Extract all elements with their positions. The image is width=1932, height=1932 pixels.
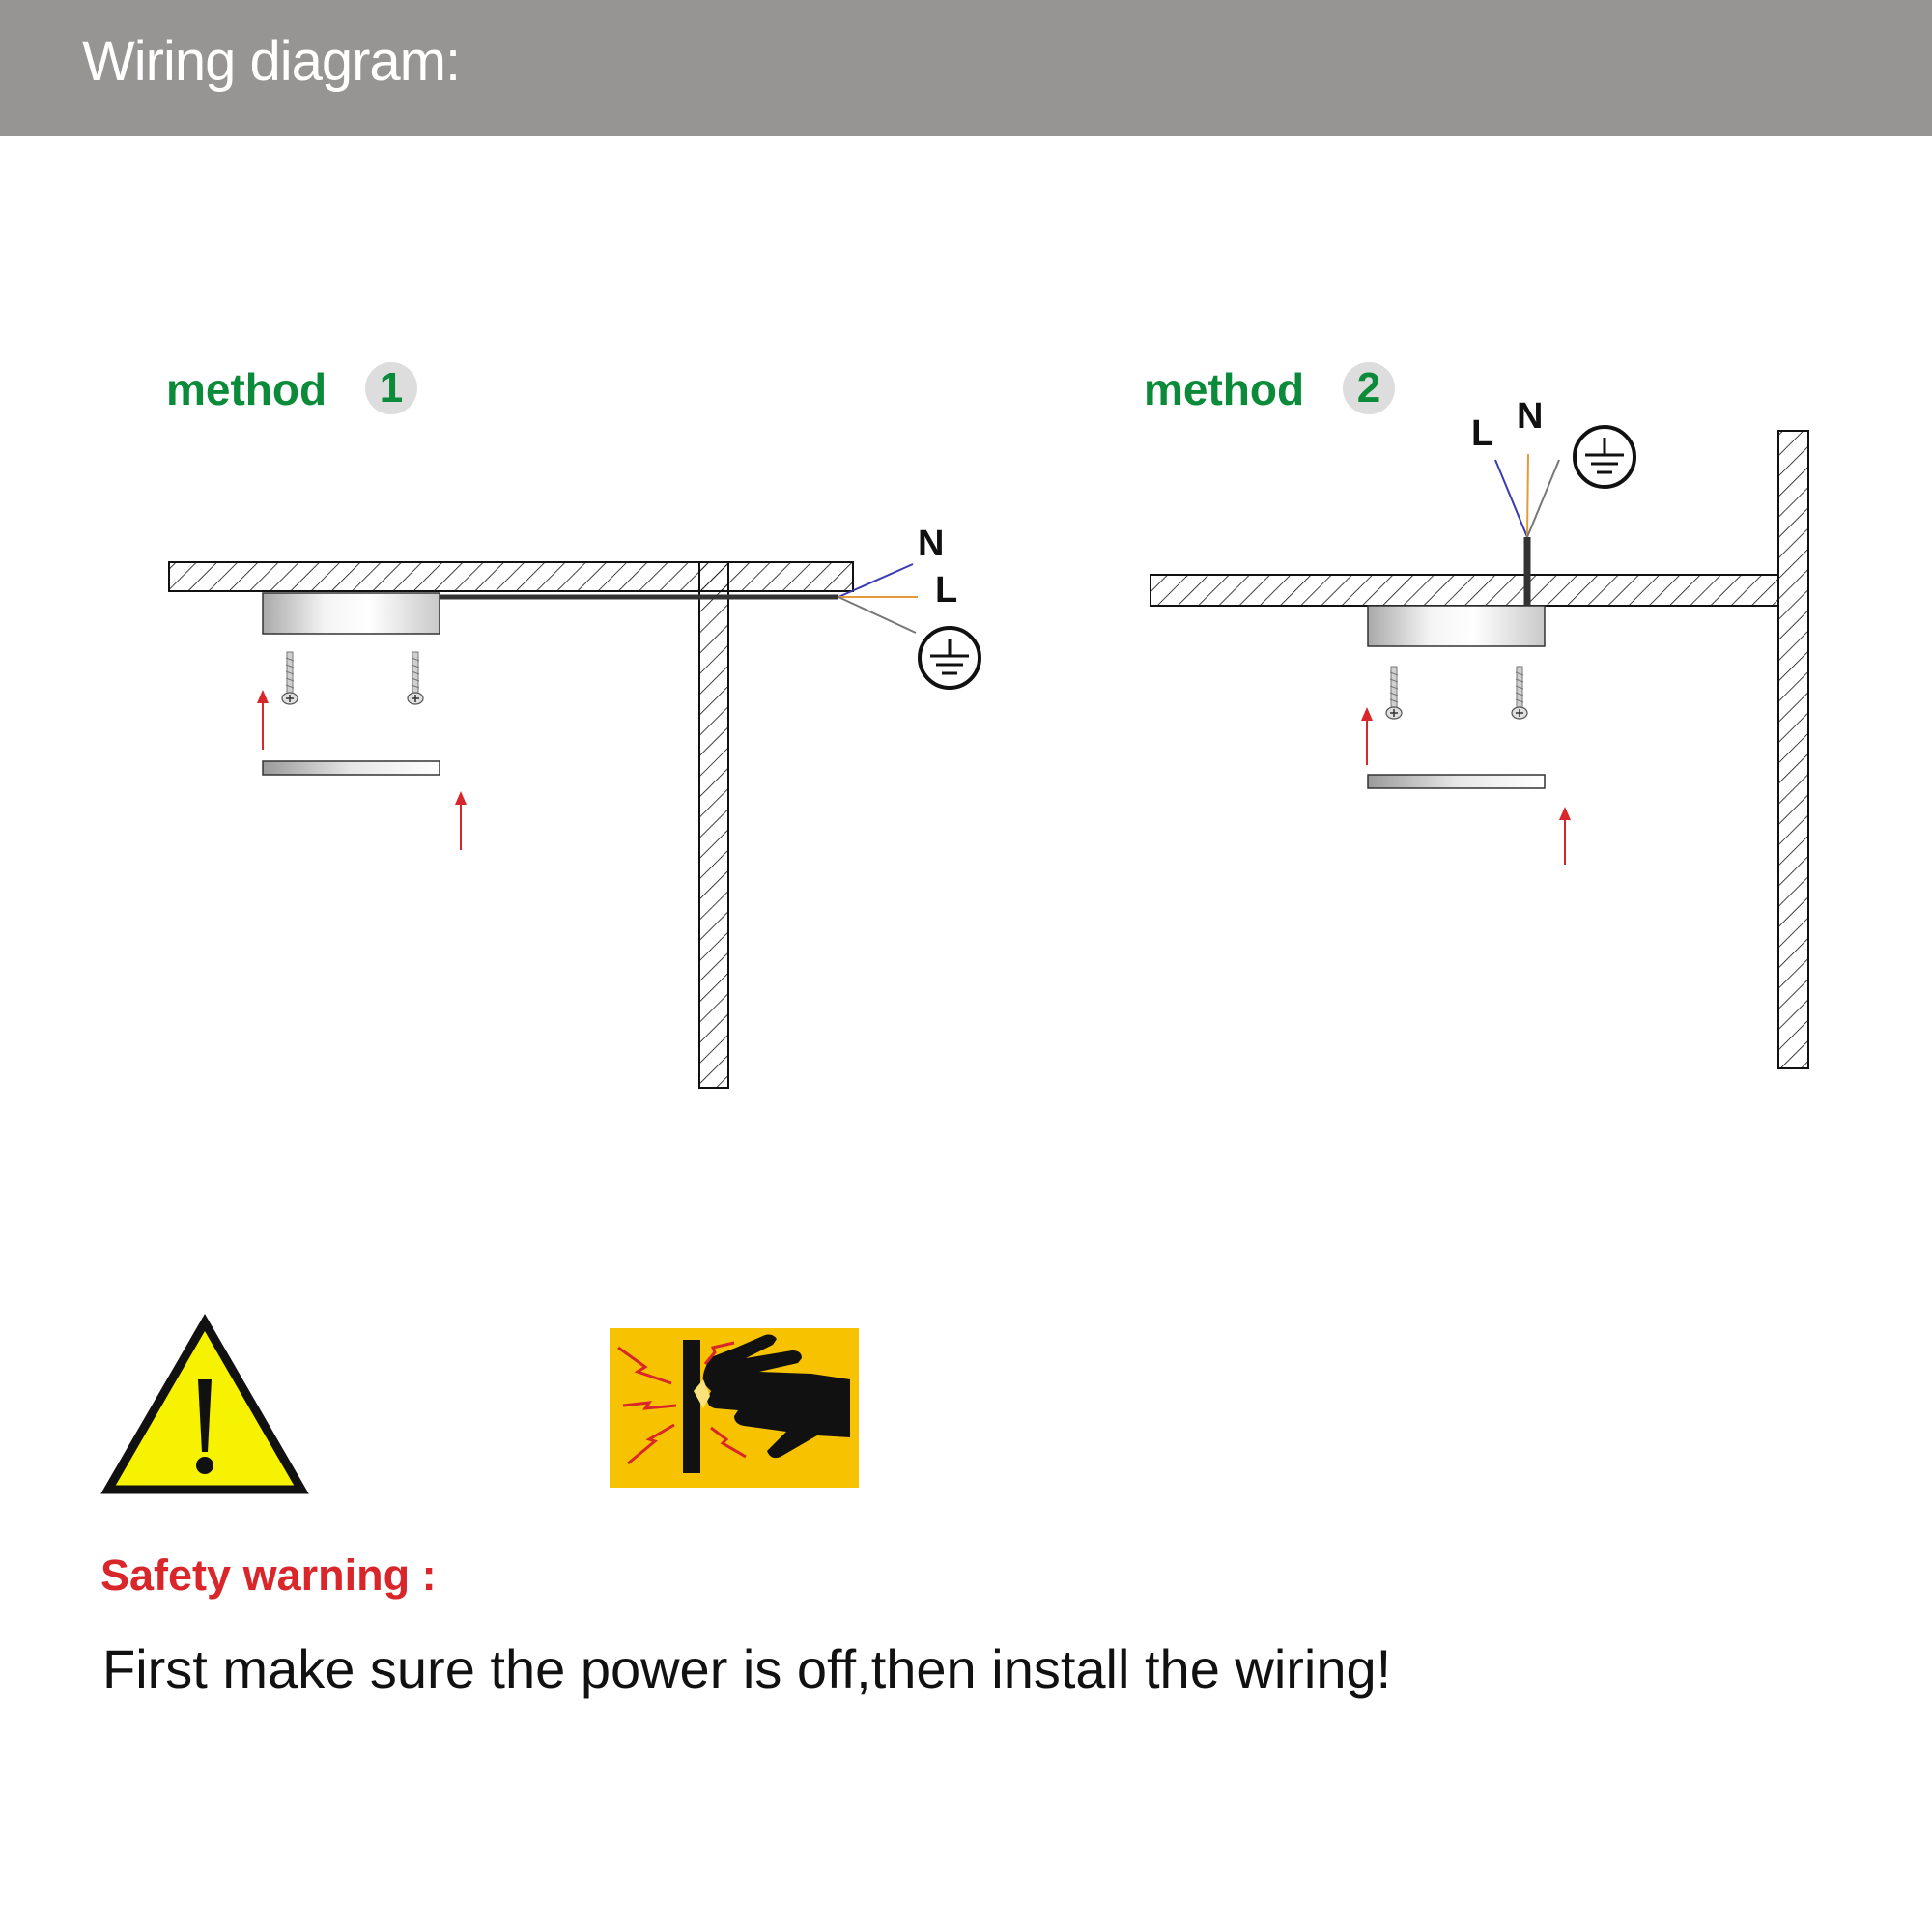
method-2-label: method xyxy=(1144,364,1305,414)
electric-shock-icon xyxy=(610,1328,859,1488)
ceiling-2 xyxy=(1151,575,1778,606)
ceiling-1 xyxy=(169,562,853,591)
cover-plate-2 xyxy=(1368,775,1545,788)
wire-l-label: L xyxy=(935,570,958,611)
safety-warning-title: Safety warning : xyxy=(100,1550,437,1600)
fixture-body-1 xyxy=(263,593,440,634)
ground-symbol-icon xyxy=(1575,427,1634,487)
wire-n-label: N xyxy=(918,524,945,564)
method-1-diagram xyxy=(169,562,980,1088)
method-1-label: method xyxy=(166,364,327,414)
ground-symbol-icon xyxy=(920,628,980,688)
up-arrow-icon xyxy=(455,791,467,850)
warning-triangle-icon xyxy=(108,1322,301,1490)
screw-icon xyxy=(408,652,423,704)
wall-2 xyxy=(1778,431,1808,1068)
fixture-body-2 xyxy=(1368,606,1545,646)
up-arrow-icon xyxy=(1361,707,1373,765)
screw-icon xyxy=(282,652,298,704)
wire-n-label: N xyxy=(1517,396,1544,437)
screw-icon xyxy=(1512,667,1527,719)
method-2-number: 2 xyxy=(1343,362,1395,414)
up-arrow-icon xyxy=(1559,807,1571,865)
screw-icon xyxy=(1386,667,1402,719)
cover-plate-1 xyxy=(263,761,440,775)
safety-warning-text: First make sure the power is off,then install the wiring! xyxy=(102,1638,1392,1699)
page-title: Wiring diagram: xyxy=(82,30,461,93)
method-1-number: 1 xyxy=(365,362,417,414)
wall-1 xyxy=(699,562,728,1088)
method-2-diagram xyxy=(1151,427,1808,1068)
up-arrow-icon xyxy=(257,690,269,750)
wire-l-label: L xyxy=(1471,413,1494,454)
